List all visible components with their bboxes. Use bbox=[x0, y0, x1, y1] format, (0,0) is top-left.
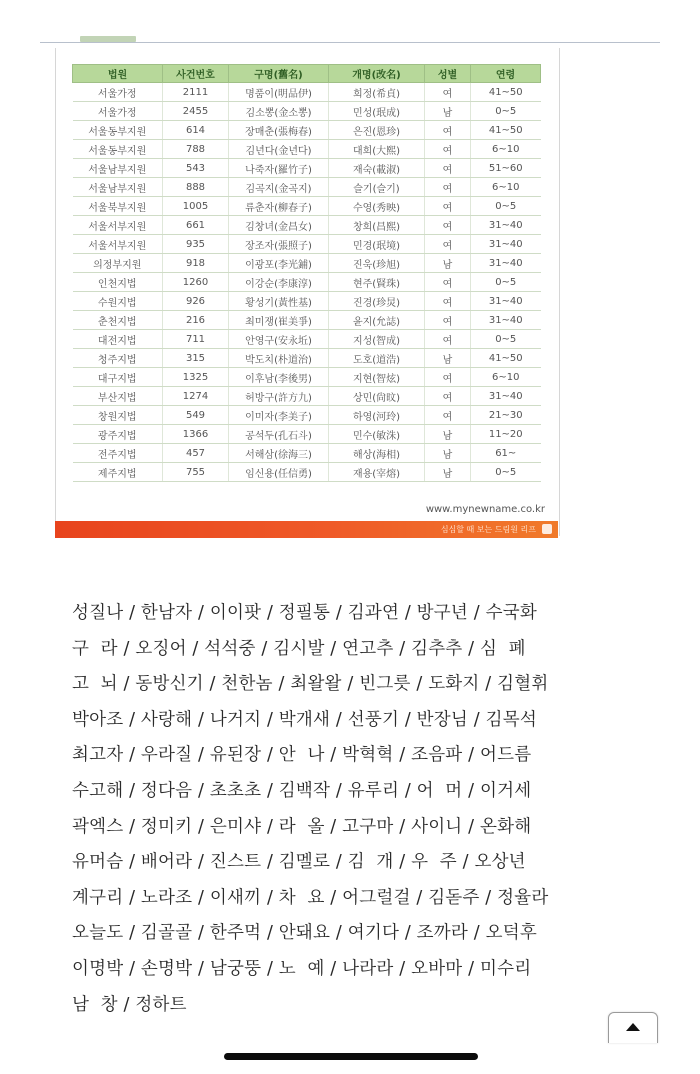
cell-gender: 여 bbox=[425, 178, 471, 197]
cell-gender: 남 bbox=[425, 102, 471, 121]
footer-logo bbox=[542, 524, 552, 534]
cell-gender: 여 bbox=[425, 273, 471, 292]
table-row bbox=[73, 387, 541, 406]
name-list-line: 최고자 / 우라질 / 유된장 / 안 나 / 박혁혁 / 조음파 / 어드름 bbox=[72, 745, 532, 766]
cell-new-name: 지성(智成) bbox=[329, 330, 425, 349]
name-list-line: 계구리 / 노라조 / 이새끼 / 차 요 / 어그럴걸 / 김돋주 / 정율라 bbox=[72, 887, 549, 908]
funny-name-list bbox=[72, 596, 632, 1023]
table-row bbox=[73, 444, 541, 463]
cell-age: 61~ bbox=[471, 444, 541, 463]
cell-new-name: 윤지(允誌) bbox=[329, 311, 425, 330]
cell-court: 부산지법 bbox=[73, 387, 163, 406]
cell-case-number: 216 bbox=[163, 311, 229, 330]
cell-age: 11~20 bbox=[471, 425, 541, 444]
cell-court: 서울가정 bbox=[73, 83, 163, 102]
cell-age: 31~40 bbox=[471, 216, 541, 235]
cell-age: 31~40 bbox=[471, 254, 541, 273]
cell-age: 41~50 bbox=[471, 349, 541, 368]
cell-case-number: 926 bbox=[163, 292, 229, 311]
cell-new-name: 민경(珉境) bbox=[329, 235, 425, 254]
cell-gender: 여 bbox=[425, 83, 471, 102]
cell-age: 41~50 bbox=[471, 83, 541, 102]
cell-court: 서울서부지원 bbox=[73, 216, 163, 235]
cell-new-name: 민성(珉成) bbox=[329, 102, 425, 121]
cell-court: 청주지법 bbox=[73, 349, 163, 368]
header-new-name: 개명(改名) bbox=[329, 65, 425, 83]
name-list-line: 고 뇌 / 동방신기 / 천한놈 / 최왈왈 / 빈그릇 / 도화지 / 김혈휘 bbox=[72, 674, 549, 695]
header-age: 연령 bbox=[471, 65, 541, 83]
header-gender: 성별 bbox=[425, 65, 471, 83]
name-list-line: 곽엑스 / 정미키 / 은미샤 / 라 올 / 고구마 / 사이니 / 온화해 bbox=[72, 816, 532, 837]
cell-old-name: 나죽자(羅竹子) bbox=[229, 159, 329, 178]
cell-court: 제주지법 bbox=[73, 463, 163, 482]
cell-gender: 여 bbox=[425, 311, 471, 330]
cell-old-name: 이강순(李康淳) bbox=[229, 273, 329, 292]
top-divider bbox=[40, 42, 660, 43]
cell-case-number: 2111 bbox=[163, 83, 229, 102]
table-row bbox=[73, 349, 541, 368]
scroll-to-top-button[interactable] bbox=[608, 1012, 658, 1043]
cell-gender: 여 bbox=[425, 330, 471, 349]
cell-age: 31~40 bbox=[471, 311, 541, 330]
table-header-row bbox=[73, 65, 541, 83]
table-row bbox=[73, 406, 541, 425]
cell-old-name: 김창녀(金昌女) bbox=[229, 216, 329, 235]
cell-gender: 여 bbox=[425, 121, 471, 140]
cell-gender: 남 bbox=[425, 463, 471, 482]
name-list-line: 이명박 / 손명박 / 남궁뚱 / 노 예 / 나라라 / 오바마 / 미수리 bbox=[72, 958, 532, 979]
cell-new-name: 도호(道浩) bbox=[329, 349, 425, 368]
cell-gender: 남 bbox=[425, 425, 471, 444]
cell-new-name: 지현(智炫) bbox=[329, 368, 425, 387]
cell-old-name: 장매춘(張梅春) bbox=[229, 121, 329, 140]
cell-gender: 여 bbox=[425, 140, 471, 159]
table-row bbox=[73, 83, 541, 102]
cell-age: 31~40 bbox=[471, 387, 541, 406]
cell-age: 31~40 bbox=[471, 235, 541, 254]
rename-table-image bbox=[55, 48, 560, 536]
cell-case-number: 543 bbox=[163, 159, 229, 178]
cell-new-name: 진경(珍炅) bbox=[329, 292, 425, 311]
cell-age: 51~60 bbox=[471, 159, 541, 178]
cell-age: 21~30 bbox=[471, 406, 541, 425]
cell-old-name: 장조자(張照子) bbox=[229, 235, 329, 254]
cell-new-name: 희정(希貞) bbox=[329, 83, 425, 102]
footer-caption: 심심할 때 보는 드림원 리프 bbox=[440, 525, 536, 534]
table-row bbox=[73, 216, 541, 235]
header-court: 법원 bbox=[73, 65, 163, 83]
cell-case-number: 661 bbox=[163, 216, 229, 235]
cell-case-number: 315 bbox=[163, 349, 229, 368]
cell-gender: 남 bbox=[425, 254, 471, 273]
name-list-line: 남 창 / 정하트 bbox=[72, 994, 187, 1015]
home-indicator[interactable] bbox=[224, 1053, 478, 1060]
cell-gender: 여 bbox=[425, 216, 471, 235]
cell-new-name: 재숙(載淑) bbox=[329, 159, 425, 178]
cell-age: 0~5 bbox=[471, 102, 541, 121]
table-row bbox=[73, 463, 541, 482]
cell-court: 광주지법 bbox=[73, 425, 163, 444]
cell-old-name: 이후남(李後男) bbox=[229, 368, 329, 387]
cell-court: 서울북부지원 bbox=[73, 197, 163, 216]
cell-new-name: 은진(恩珍) bbox=[329, 121, 425, 140]
cell-old-name: 이광포(李光鋪) bbox=[229, 254, 329, 273]
cell-age: 41~50 bbox=[471, 121, 541, 140]
cell-court: 서울남부지원 bbox=[73, 159, 163, 178]
cell-gender: 여 bbox=[425, 292, 471, 311]
table-row bbox=[73, 121, 541, 140]
cell-age: 6~10 bbox=[471, 178, 541, 197]
cell-case-number: 755 bbox=[163, 463, 229, 482]
cell-gender: 여 bbox=[425, 197, 471, 216]
cell-case-number: 788 bbox=[163, 140, 229, 159]
cell-gender: 여 bbox=[425, 235, 471, 254]
cell-court: 춘천지법 bbox=[73, 311, 163, 330]
cell-old-name: 명품이(明品伊) bbox=[229, 83, 329, 102]
name-list-line: 구 라 / 오징어 / 석석중 / 김시발 / 연고추 / 김추추 / 심 폐 bbox=[72, 638, 526, 659]
source-url: www.mynewname.co.kr bbox=[425, 504, 545, 515]
cell-court: 서울가정 bbox=[73, 102, 163, 121]
table-row bbox=[73, 140, 541, 159]
cell-case-number: 935 bbox=[163, 235, 229, 254]
cell-court: 수원지법 bbox=[73, 292, 163, 311]
cell-new-name: 현주(賢珠) bbox=[329, 273, 425, 292]
cell-old-name: 김곡지(金곡지) bbox=[229, 178, 329, 197]
table-row bbox=[73, 273, 541, 292]
cell-old-name: 김년다(金년다) bbox=[229, 140, 329, 159]
cell-court: 의정부지원 bbox=[73, 254, 163, 273]
cell-court: 창원지법 bbox=[73, 406, 163, 425]
cell-age: 31~40 bbox=[471, 292, 541, 311]
table-row bbox=[73, 102, 541, 121]
cell-gender: 남 bbox=[425, 444, 471, 463]
cell-old-name: 박도치(朴道治) bbox=[229, 349, 329, 368]
table-row bbox=[73, 178, 541, 197]
name-list-line: 수고해 / 정다음 / 초초초 / 김백작 / 유루리 / 어 머 / 이거세 bbox=[72, 780, 532, 801]
cell-new-name: 대희(大熙) bbox=[329, 140, 425, 159]
table-row bbox=[73, 368, 541, 387]
cell-new-name: 수영(秀映) bbox=[329, 197, 425, 216]
cell-case-number: 1366 bbox=[163, 425, 229, 444]
cell-age: 0~5 bbox=[471, 330, 541, 349]
cell-old-name: 허방구(許方九) bbox=[229, 387, 329, 406]
cell-court: 서울서부지원 bbox=[73, 235, 163, 254]
cell-old-name: 이미자(李美子) bbox=[229, 406, 329, 425]
header-case-number: 사건번호 bbox=[163, 65, 229, 83]
cell-case-number: 918 bbox=[163, 254, 229, 273]
cell-new-name: 민수(敏洙) bbox=[329, 425, 425, 444]
cropped-heading-fragment bbox=[80, 36, 136, 42]
cell-case-number: 457 bbox=[163, 444, 229, 463]
rename-table bbox=[72, 64, 541, 482]
cell-new-name: 슬기(슬기) bbox=[329, 178, 425, 197]
cell-gender: 여 bbox=[425, 159, 471, 178]
cell-new-name: 재용(宰熔) bbox=[329, 463, 425, 482]
table-row bbox=[73, 311, 541, 330]
table-row bbox=[73, 197, 541, 216]
cell-new-name: 창희(昌熙) bbox=[329, 216, 425, 235]
cell-old-name: 공석두(孔石斗) bbox=[229, 425, 329, 444]
cell-old-name: 서해삼(徐海三) bbox=[229, 444, 329, 463]
cell-court: 인천지법 bbox=[73, 273, 163, 292]
cell-old-name: 황성기(黃性基) bbox=[229, 292, 329, 311]
name-list-line: 유머슴 / 배어라 / 진스트 / 김멜로 / 김 개 / 우 주 / 오상년 bbox=[72, 852, 526, 873]
table-row bbox=[73, 425, 541, 444]
name-list-line: 박아조 / 사랑해 / 나거지 / 박개새 / 선풍기 / 반장님 / 김목석 bbox=[72, 709, 537, 730]
cell-case-number: 1325 bbox=[163, 368, 229, 387]
cell-court: 서울동부지원 bbox=[73, 121, 163, 140]
cell-case-number: 1274 bbox=[163, 387, 229, 406]
cell-case-number: 549 bbox=[163, 406, 229, 425]
cell-gender: 여 bbox=[425, 387, 471, 406]
cell-new-name: 진욱(珍旭) bbox=[329, 254, 425, 273]
chevron-up-icon bbox=[626, 1023, 640, 1031]
cell-gender: 여 bbox=[425, 368, 471, 387]
table-row bbox=[73, 330, 541, 349]
header-old-name: 구명(舊名) bbox=[229, 65, 329, 83]
name-list-line: 성질나 / 한남자 / 이이팟 / 정필통 / 김과연 / 방구년 / 수국화 bbox=[72, 603, 537, 623]
table-footer-bar bbox=[55, 521, 558, 538]
cell-case-number: 888 bbox=[163, 178, 229, 197]
table-row bbox=[73, 235, 541, 254]
cell-age: 6~10 bbox=[471, 140, 541, 159]
cell-case-number: 711 bbox=[163, 330, 229, 349]
cell-old-name: 최미쟁(崔美爭) bbox=[229, 311, 329, 330]
cell-old-name: 류춘자(柳春子) bbox=[229, 197, 329, 216]
cell-gender: 여 bbox=[425, 406, 471, 425]
table-row bbox=[73, 254, 541, 273]
cell-case-number: 1005 bbox=[163, 197, 229, 216]
table-row bbox=[73, 159, 541, 178]
cell-gender: 남 bbox=[425, 349, 471, 368]
cell-case-number: 2455 bbox=[163, 102, 229, 121]
cell-age: 6~10 bbox=[471, 368, 541, 387]
cell-case-number: 614 bbox=[163, 121, 229, 140]
cell-court: 전주지법 bbox=[73, 444, 163, 463]
cell-old-name: 안영구(安永坵) bbox=[229, 330, 329, 349]
cell-age: 0~5 bbox=[471, 273, 541, 292]
table-row bbox=[73, 292, 541, 311]
cell-old-name: 임신용(任信勇) bbox=[229, 463, 329, 482]
cell-age: 0~5 bbox=[471, 197, 541, 216]
cell-court: 서울동부지원 bbox=[73, 140, 163, 159]
cell-court: 대전지법 bbox=[73, 330, 163, 349]
cell-new-name: 해상(海相) bbox=[329, 444, 425, 463]
cell-court: 서울남부지원 bbox=[73, 178, 163, 197]
cell-case-number: 1260 bbox=[163, 273, 229, 292]
cell-age: 0~5 bbox=[471, 463, 541, 482]
cell-new-name: 상민(尙旼) bbox=[329, 387, 425, 406]
cell-court: 대구지법 bbox=[73, 368, 163, 387]
cell-old-name: 김소뽕(金소뽕) bbox=[229, 102, 329, 121]
cell-new-name: 하영(河玲) bbox=[329, 406, 425, 425]
name-list-line: 오늘도 / 김골골 / 한주먹 / 안돼요 / 여기다 / 조까라 / 오덕후 bbox=[72, 923, 537, 944]
